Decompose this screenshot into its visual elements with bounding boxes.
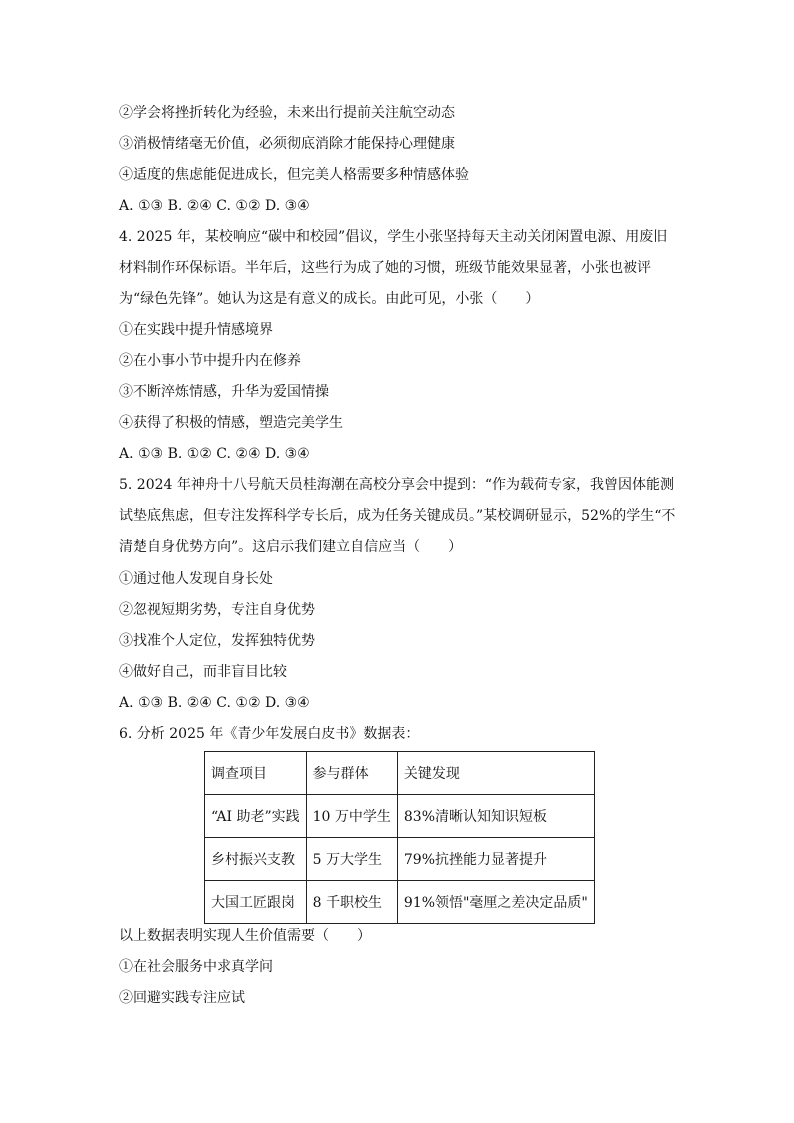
data-table bbox=[204, 751, 595, 924]
q5-option-4: ④做好自己，而非盲目比较 bbox=[119, 664, 287, 680]
q3-option-4: ④适度的焦虑能促进成长，但完美人格需要多种情感体验 bbox=[119, 167, 469, 183]
table-header-row bbox=[205, 752, 595, 795]
q5-option-2: ②忽视短期劣势，专注自身优势 bbox=[119, 602, 315, 618]
table-cell: 91%领悟"毫厘之差决定品质" bbox=[397, 881, 594, 924]
table-row bbox=[205, 881, 595, 924]
q3-option-3: ③消极情绪毫无价值，必须彻底消除才能保持心理健康 bbox=[119, 136, 455, 152]
q5-choices: A. ①③ B. ②④ C. ①② D. ③④ bbox=[119, 695, 310, 711]
table-cell: 83%清晰认知知识短板 bbox=[397, 795, 594, 838]
table-header-cell: 调查项目 bbox=[205, 752, 307, 795]
q6-option-1: ①在社会服务中求真学问 bbox=[119, 959, 273, 975]
table-cell: “AI 助老”实践 bbox=[205, 795, 307, 838]
table-cell: 79%抗挫能力显著提升 bbox=[397, 838, 594, 881]
q4-stem: 4. 2025 年，某校响应“碳中和校园”倡议，学生小张坚持每天主动关闭闲置电源、用废旧材料制作环保标语。半年后，这些行为成了她的习惯，班级节能效果显著，小张也被评为“绿色先锋”。她认为这是有意义的成长。由此可见，小张（ ） bbox=[119, 229, 668, 307]
q4-choices: A. ①③ B. ①② C. ②④ D. ③④ bbox=[119, 446, 310, 462]
q4-option-3: ③不断淬炼情感，升华为爱国情操 bbox=[119, 384, 329, 400]
table-cell: 10 万中学生 bbox=[306, 795, 397, 838]
table-cell: 8 千职校生 bbox=[306, 881, 397, 924]
q5-stem: 5. 2024 年神舟十八号航天员桂海潮在高校分享会中提到：“作为载荷专家，我曾因体能测试垫底焦虑，但专注发挥科学专长后，成为任务关键成员。”某校调研显示，52%的学生“不清楚自身优势方向”。这启示我们建立自信应当（ ） bbox=[119, 477, 676, 555]
table-header-cell: 参与群体 bbox=[306, 752, 397, 795]
q3-option-2: ②学会将挫折转化为经验，未来出行提前关注航空动态 bbox=[119, 105, 455, 121]
table-cell: 5 万大学生 bbox=[306, 838, 397, 881]
table-cell: 大国工匠跟岗 bbox=[205, 881, 307, 924]
q5-option-1: ①通过他人发现自身长处 bbox=[119, 571, 273, 587]
q4-option-1: ①在实践中提升情感境界 bbox=[119, 322, 273, 338]
q6-stem: 6. 分析 2025 年《青少年发展白皮书》数据表： bbox=[119, 726, 420, 742]
q4-option-2: ②在小事小节中提升内在修养 bbox=[119, 353, 301, 369]
q3-choices: A. ①③ B. ②④ C. ①② D. ③④ bbox=[119, 198, 310, 214]
q6-option-2: ②回避实践专注应试 bbox=[119, 990, 245, 1006]
q4-option-4: ④获得了积极的情感，塑造完美学生 bbox=[119, 415, 343, 431]
table-row bbox=[205, 795, 595, 838]
table-row bbox=[205, 838, 595, 881]
q6-question: 以上数据表明实现人生价值需要（ ） bbox=[119, 928, 371, 944]
table-cell: 乡村振兴支教 bbox=[205, 838, 307, 881]
q5-option-3: ③找准个人定位，发挥独特优势 bbox=[119, 633, 315, 649]
table-header-cell: 关键发现 bbox=[397, 752, 594, 795]
